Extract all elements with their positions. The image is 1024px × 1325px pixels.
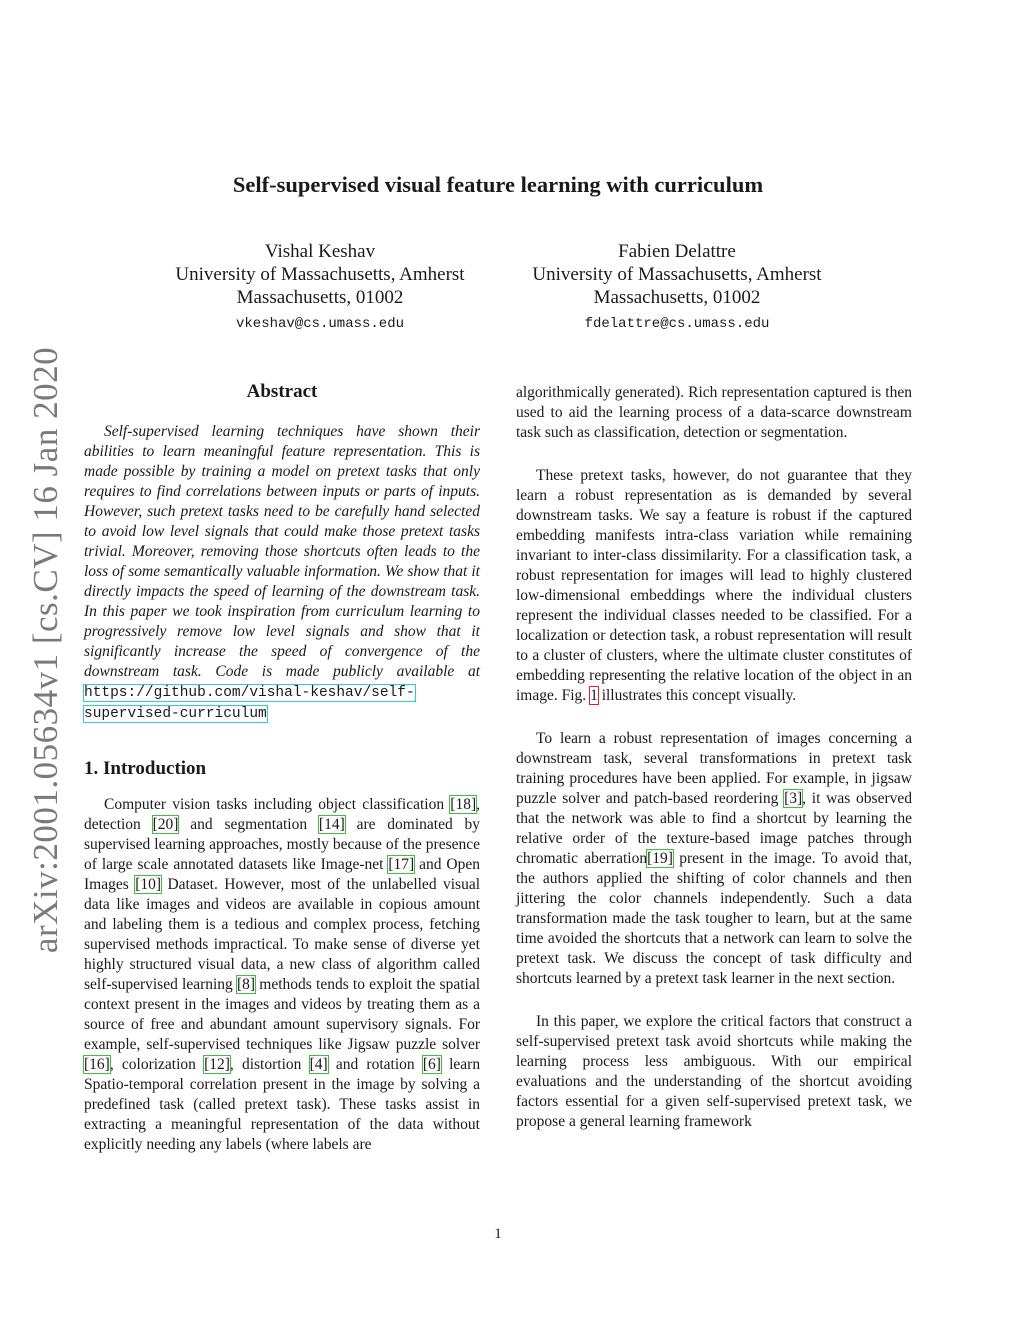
citation-link[interactable]: [3] xyxy=(784,790,803,807)
citation-link[interactable]: [12] xyxy=(204,1056,230,1073)
body-text: To learn a robust representation of images concerning a downstream task, several transformations in pretext task training procedures have been applied. For example, in jigsaw puzzle solver and patch-based reordering xyxy=(516,730,912,807)
author-email[interactable]: vkeshav@cs.umass.edu xyxy=(235,316,405,332)
body-text: , it was observed that the network was able to find a shortcut by learning the relative order of the texture-based image patches through chromatic aberration xyxy=(516,790,913,867)
intro-paragraph-continued: algorithmically generated). Rich representation captured is then used to aid the learning process of a data-scarce downstream task such as classification, detection or segmentation. xyxy=(516,384,912,441)
intro-paragraph-3 xyxy=(516,729,912,989)
body-text: , detection xyxy=(84,796,480,833)
abstract-text: Self-supervised learning techniques have shown their abilities to learn meaningful feature representation. This is made possible by training a model on pretext tasks that only requires to find correlations between inputs or parts of inputs. However, such pretext tasks need to be carefully hand selected to avoid low level signals that could make those pretext tasks trivial. Moreover, removing those shortcuts often leads to the loss of some semantically valuable information. We show that it directly impacts the speed of learning of the downstream task. In this paper we took inspiration from curriculum learning to progressively remove low level signals and show that it significantly increase the speed of convergence of the downstream task. Code is made publicly available at xyxy=(84,423,480,680)
body-text: present in the image. To avoid that, the authors applied the shifting of color channels and then jittering the color channels independently. Such a data transformation made the task tougher to learn, but at the same time avoided the shortcuts that a network can learn to solve the pretext task. We discuss the concept of task difficulty and shortcuts learned by a pretext task learner in the next section. xyxy=(516,850,912,987)
citation-link[interactable]: [8] xyxy=(237,976,256,993)
author-block-2 xyxy=(496,240,858,336)
section-heading-introduction: 1. Introduction xyxy=(84,758,207,779)
arxiv-identifier-text: arXiv:2001.05634v1 [cs.CV] 16 Jan 2020 xyxy=(26,346,65,954)
body-text: and segmentation xyxy=(190,816,308,833)
author-block-1 xyxy=(140,240,500,336)
author-name: Vishal Keshav xyxy=(264,241,376,262)
author-location: Massachusetts, 01002 xyxy=(236,287,404,308)
body-text: illustrates this concept visually. xyxy=(601,687,797,704)
intro-paragraph-1 xyxy=(84,795,480,1155)
abstract-section xyxy=(84,422,480,724)
citation-link[interactable]: [6] xyxy=(422,1056,441,1073)
body-text: methods tends to exploit the spatial context present in the images and videos by treating them as a source of free and abundant amount supervisory signals. For example, self-supervised techniques like Jigsaw puzzle solver xyxy=(84,976,481,1053)
right-column xyxy=(516,383,912,1132)
body-text: and Open Images xyxy=(84,856,481,893)
paper-title: Self-supervised visual feature learning with curriculum xyxy=(232,172,764,197)
left-column xyxy=(84,380,480,1155)
author-name: Fabien Delattre xyxy=(618,241,736,262)
intro-paragraph-4: In this paper, we explore the critical factors that construct a self-supervised pretext task avoid shortcuts while making the learning process less ambiguous. With our empirical evaluations and the understanding of the shortcut avoiding factors essential for a given self-supervised pretext task, we propose a general learning framework xyxy=(516,1013,912,1130)
body-text: learn Spatio-temporal correlation present in the image by solving a predefined task (called pretext task). These tasks assist in extracting a meaningful representation of the data without explicitly needing any labels (where labels are xyxy=(84,1056,481,1153)
body-text: Dataset. However, most of the unlabelled visual data like images and videos are available in copious amount and labeling them is a tedious and complex process, fetching supervised methods impractical. To make sense of diverse yet highly structured visual data, a new class of algorithm called self-supervised learning xyxy=(84,876,481,993)
intro-paragraph-2 xyxy=(516,466,912,706)
author-affiliation: University of Massachusetts, Amherst xyxy=(532,264,822,285)
author-email[interactable]: fdelattre@cs.umass.edu xyxy=(584,316,770,332)
citation-link[interactable]: [10] xyxy=(135,876,162,893)
citation-link[interactable]: [18] xyxy=(450,796,477,813)
abstract-paragraph xyxy=(84,422,480,724)
citation-link[interactable]: [17] xyxy=(388,856,415,873)
citation-link[interactable]: [14] xyxy=(318,816,345,833)
body-text: Computer vision tasks including object classification xyxy=(104,796,445,813)
abstract-heading: Abstract xyxy=(246,381,318,402)
page-number: 1 xyxy=(494,1226,502,1242)
body-text: and rotation xyxy=(335,1056,415,1073)
code-url-link[interactable]: https://github.com/vishal-keshav/self-supervised-curriculum xyxy=(84,685,415,722)
citation-link[interactable]: [19] xyxy=(647,850,673,867)
body-text: are dominated by supervised learning approaches, mostly because of the presence of large scale annotated datasets like Image-net xyxy=(84,816,481,873)
body-text: , distortion xyxy=(229,1056,302,1073)
body-text: , colorization xyxy=(109,1056,196,1073)
citation-link[interactable]: [4] xyxy=(309,1056,328,1073)
body-text: These pretext tasks, however, do not guarantee that they learn a robust representation as is demanded by several downstream tasks. We say a feature is robust if the captured embedding manifests intra-class variation while remaining invariant to inter-class dissimilarity. For a classification task, a robust representation for images will lead to highly clustered low-dimensional embeddings where the individual clusters represent the individual classes needed to be classified. For a localization or detection task, a robust representation will result to a cluster of clusters, where the ultimate cluster constitutes of embedding representing the relative location of the object in an image. Fig. xyxy=(516,467,912,704)
citation-link[interactable]: [16] xyxy=(84,1056,110,1073)
figure-reference-link[interactable]: 1 xyxy=(590,687,598,704)
citation-link[interactable]: [20] xyxy=(152,816,179,833)
author-location: Massachusetts, 01002 xyxy=(593,287,761,308)
author-affiliation: University of Massachusetts, Amherst xyxy=(175,264,465,285)
arxiv-identifier xyxy=(20,346,72,954)
